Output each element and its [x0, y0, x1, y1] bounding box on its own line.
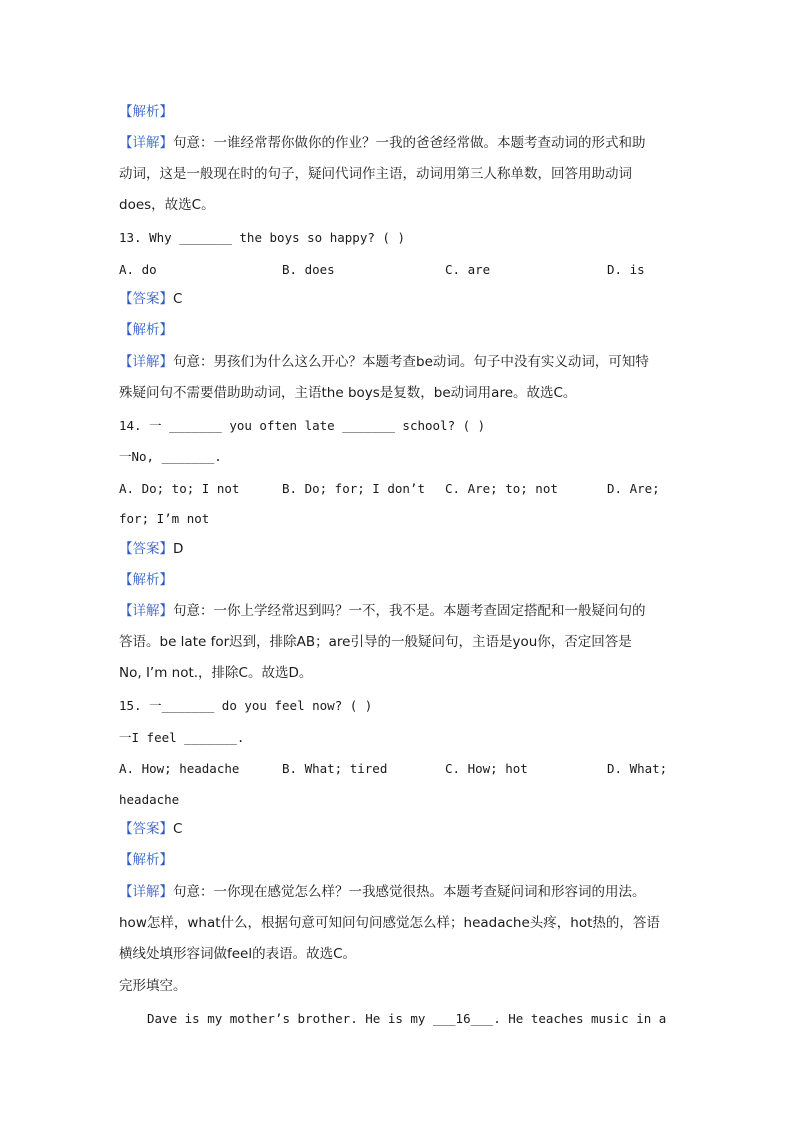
- detail-text: 句意：一你上学经常迟到吗？一不，我不是。本题考查固定搭配和一般疑问句的: [173, 603, 646, 619]
- q14-option-a: A. Do; to; I not: [119, 481, 240, 496]
- q14-option-c: C. Are; to; not: [445, 481, 558, 496]
- cloze-text-before: Dave is my mother’s brother. He is my: [147, 1011, 433, 1026]
- detail-line: 横线处填形容词做feel的表语。故选C。: [119, 946, 357, 962]
- detail-line: [119, 133, 646, 153]
- answer-tag: 【答案】: [119, 541, 173, 557]
- detail-line: how怎样，what什么，根据句意可知问句问感觉怎么样；headache头疼，hot热的，答语: [119, 915, 660, 931]
- detail-text: 句意：一谁经常帮你做你的作业？一我的爸爸经常做。本题考查动词的形式和助: [173, 135, 646, 151]
- q15-option-b: B. What; tired: [282, 761, 388, 776]
- analysis-tag: 【解析】: [119, 322, 173, 338]
- detail-line: 答语。be late for迟到，排除AB；are引导的一般疑问句，主语是you你，否定回答是: [119, 634, 632, 650]
- q15-option-d: D. What;: [607, 761, 668, 776]
- detail-line: 动词，这是一般现在时的句子，疑问代词作主语，动词用第三人称单数，回答用助动词: [119, 166, 632, 182]
- q14-option-d-wrap: for; I’m not: [119, 511, 210, 526]
- analysis-tag: 【解析】: [119, 104, 173, 120]
- question-15-stem: 15. 一_______ do you feel now? ( ): [119, 698, 373, 713]
- question-14-reply: 一No, _______.: [119, 449, 222, 464]
- question-13-stem: 13. Why _______ the boys so happy? ( ): [119, 230, 405, 245]
- q13-option-b: B. does: [282, 262, 335, 277]
- section-heading: 完形填空。: [119, 978, 187, 994]
- q13-option-c: C. are: [445, 262, 491, 277]
- answer-tag: 【答案】: [119, 291, 173, 307]
- q13-option-d: D. is: [607, 262, 645, 277]
- question-14-stem: 14. 一 _______ you often late _______ school? ( ): [119, 418, 486, 433]
- q15-option-d-wrap: headache: [119, 792, 180, 807]
- analysis-tag: 【解析】: [119, 572, 173, 588]
- answer-value: C: [173, 821, 183, 837]
- answer-line: [119, 819, 182, 839]
- detail-text: 句意：一你现在感觉怎么样？一我感觉很热。本题考查疑问词和形容词的用法。: [173, 884, 646, 900]
- cloze-paragraph: [147, 1009, 666, 1029]
- answer-value: C: [173, 291, 183, 307]
- answer-line: [119, 539, 183, 559]
- detail-line: [119, 601, 646, 621]
- answer-tag: 【答案】: [119, 821, 173, 837]
- answer-value: D: [173, 541, 184, 557]
- q15-option-a: A. How; headache: [119, 761, 240, 776]
- q14-option-b: B. Do; for; I don’t: [282, 481, 425, 496]
- detail-line: does，故选C。: [119, 197, 215, 213]
- detail-tag: 【详解】: [119, 135, 173, 151]
- analysis-tag: 【解析】: [119, 852, 173, 868]
- q14-option-d: D. Are;: [607, 481, 660, 496]
- detail-line: 殊疑问句不需要借助助动词，主语the boys是复数，be动词用are。故选C。: [119, 385, 577, 401]
- q13-option-a: A. do: [119, 262, 157, 277]
- cloze-text-after: . He teaches music in a: [493, 1011, 667, 1026]
- detail-tag: 【详解】: [119, 354, 173, 370]
- detail-tag: 【详解】: [119, 603, 173, 619]
- detail-text: 句意：男孩们为什么这么开心？本题考查be动词。句子中没有实义动词，可知特: [173, 354, 649, 370]
- question-15-reply: 一I feel _______.: [119, 730, 245, 745]
- cloze-blank-16: ___16___: [432, 1011, 494, 1026]
- answer-line: [119, 289, 182, 309]
- q15-option-c: C. How; hot: [445, 761, 528, 776]
- detail-line: [119, 882, 646, 902]
- detail-tag: 【详解】: [119, 884, 173, 900]
- detail-line: No, I’m not.，排除C。故选D。: [119, 665, 313, 681]
- detail-line: [119, 352, 649, 372]
